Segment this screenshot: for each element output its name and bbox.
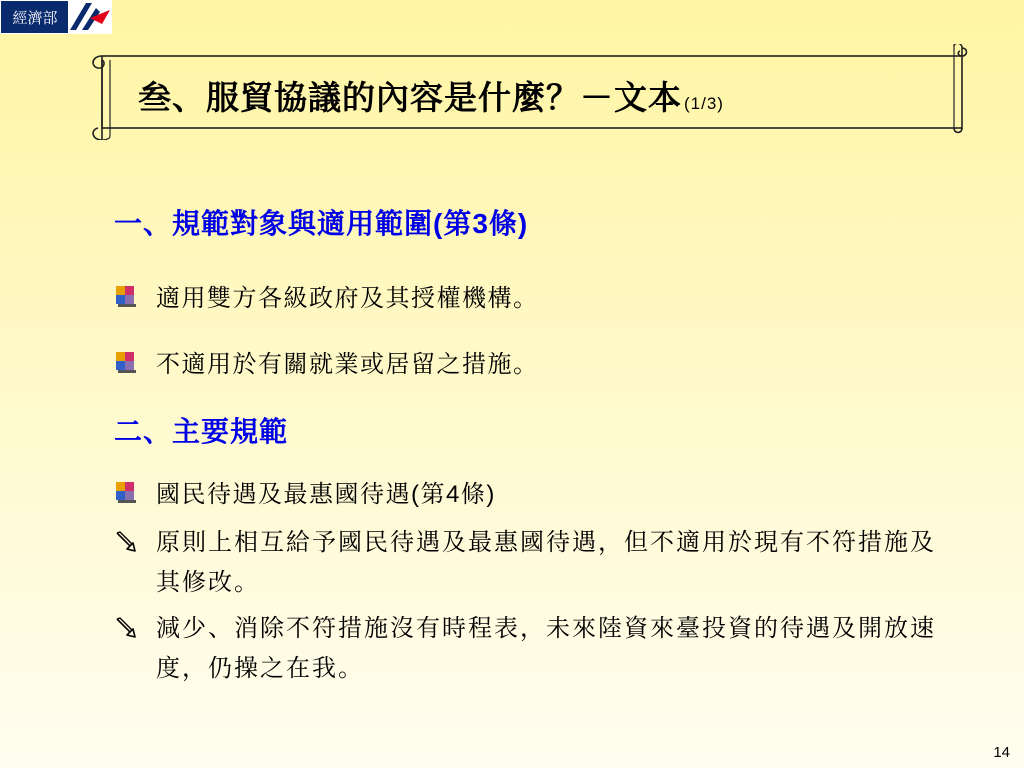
section-heading-article: (第3條) xyxy=(433,208,529,239)
sub-list-item xyxy=(114,608,954,688)
moea-logo xyxy=(0,0,110,34)
bullet-text: 國民待遇及最惠國待遇 xyxy=(156,480,411,508)
colored-square-bullet-icon xyxy=(114,350,138,374)
bullet-text: 適用雙方各級政府及其授權機構。 xyxy=(156,284,539,312)
section-heading-main-rules xyxy=(114,410,288,450)
list-item xyxy=(114,474,496,509)
section-heading-text: 二、主要規範 xyxy=(114,415,289,448)
page-title xyxy=(138,72,724,122)
title-page-indicator: (1/3) xyxy=(684,94,724,113)
sub-item-text: 減少、消除不符措施沒有時程表，未來陸資來臺投資的待遇及開放速度，仍操之在我。 xyxy=(156,614,936,682)
sub-item-text: 原則上相互給予國民待遇及最惠國待遇，但不適用於現有不符措施及其修改。 xyxy=(156,528,936,596)
logo-text: 經濟部 xyxy=(0,0,70,34)
list-item xyxy=(114,278,539,313)
bullet-text: 不適用於有關就業或居留之措施。 xyxy=(156,350,539,378)
hollow-arrow-icon xyxy=(114,616,142,640)
title-main: 叁、服貿協議的內容是什麼？－文本 xyxy=(138,78,682,117)
bullet-article: (第4條) xyxy=(411,481,496,508)
sub-list-item xyxy=(114,522,954,602)
colored-square-bullet-icon xyxy=(114,284,138,308)
colored-square-bullet-icon xyxy=(114,480,138,504)
hollow-arrow-icon xyxy=(114,530,142,554)
moea-logo-icon xyxy=(68,0,112,34)
page-number: 14 xyxy=(993,744,1010,761)
section-heading-text: 一、規範對象與適用範圍 xyxy=(114,207,434,240)
section-heading-scope xyxy=(114,202,528,242)
list-item xyxy=(114,344,539,379)
